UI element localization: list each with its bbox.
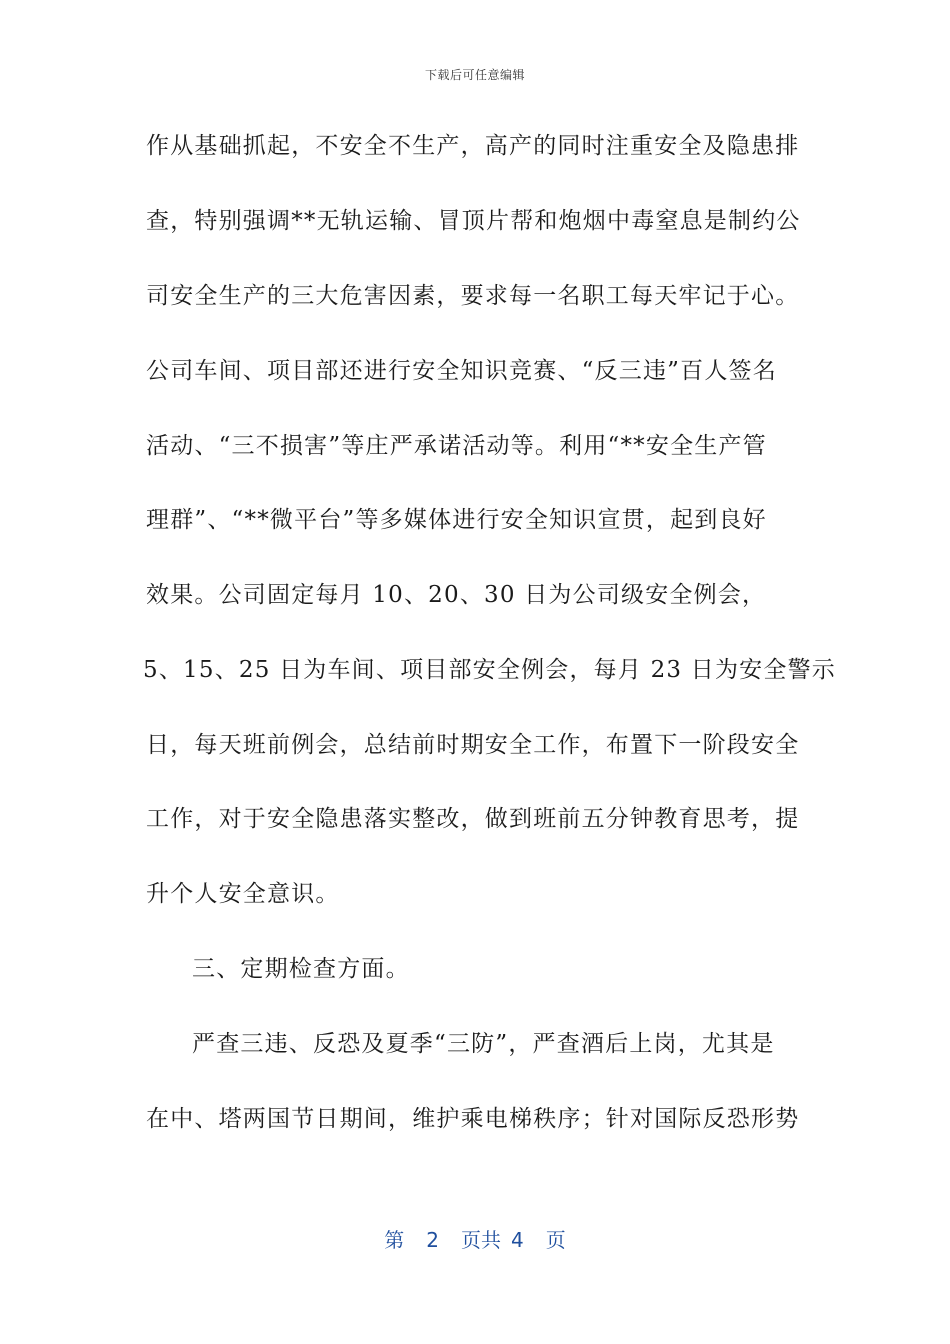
footer-label-page: 第 [384,1228,405,1252]
body-line: 活动、“三不损害”等庄严承诺活动等。利用“**安全生产管 [146,433,767,459]
body-line: 效果。公司固定每月 10、20、30 日为公司级安全例会， [146,582,767,608]
body-line: 日，每天班前例会，总结前时期安全工作，布置下一阶段安全 [146,732,800,758]
body-line: 理群”、“**微平台”等多媒体进行安全知识宣贯，起到良好 [146,507,767,533]
body-line: 查，特别强调**无轨运输、冒顶片帮和炮烟中毒窒息是制约公 [146,208,801,234]
body-line: 升个人安全意识。 [146,881,340,907]
section-heading: 三、定期检查方面。 [192,956,410,982]
page-header-note: 下载后可任意编辑 [424,68,525,82]
body-line: 工作，对于安全隐患落实整改，做到班前五分钟教育思考，提 [146,806,800,832]
footer-label-end: 页 [545,1228,566,1252]
body-line: 公司车间、项目部还进行安全知识竞赛、“反三违”百人签名 [146,358,777,384]
body-line: 严查三违、反恐及夏季“三防”，严查酒后上岗，尤其是 [192,1031,775,1057]
footer-label-of: 页共 [461,1228,501,1252]
body-line: 司安全生产的三大危害因素，要求每一名职工每天牢记于心。 [146,283,800,309]
page-footer [0,1224,950,1253]
footer-current-page: 2 [426,1228,439,1252]
footer-total-pages: 4 [511,1228,524,1252]
body-line: 作从基础抓起，不安全不生产，高产的同时注重安全及隐患排 [146,133,800,159]
body-line: 5、15、25 日为车间、项目部安全例会，每月 23 日为安全警示 [143,657,836,683]
body-line: 在中、塔两国节日期间，维护乘电梯秩序；针对国际反恐形势 [146,1106,800,1132]
